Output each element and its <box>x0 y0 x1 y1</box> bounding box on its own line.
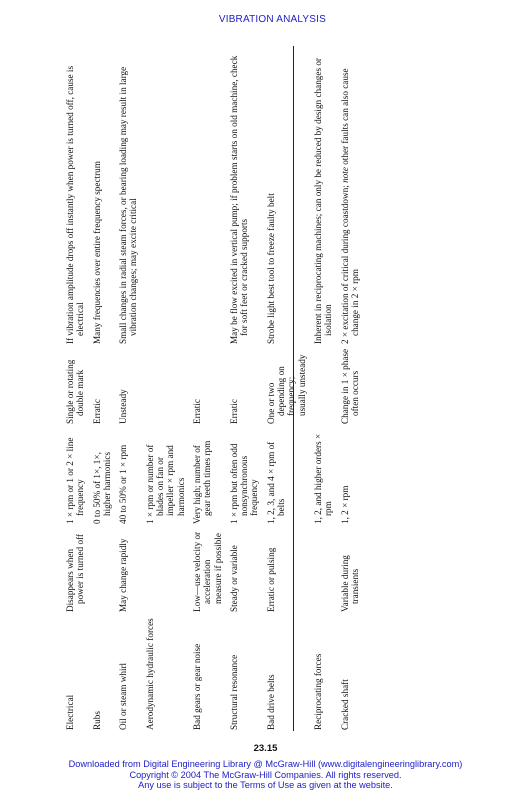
phase-cell: Erratic <box>228 399 239 424</box>
remarks-emphasis: note <box>339 167 350 183</box>
remarks-cell: Many frequencies over entire frequency spectrum <box>91 161 102 344</box>
remarks-cell <box>145 45 192 344</box>
remarks-cell: Strobe light best tool to freeze faulty belt <box>265 193 276 344</box>
footer-line: Downloaded from Digital Engineering Library @ McGraw-Hill (www.digitalengineeringlibrary.com) <box>68 759 463 769</box>
frequency-cell: 40 to 50% or 1 × rpm <box>118 444 129 524</box>
cause-cell: Cracked shaft <box>339 679 350 730</box>
table-row <box>118 45 145 730</box>
phase-cell <box>313 344 340 424</box>
phase-cell: Unsteady <box>118 389 129 424</box>
table-row <box>65 45 92 730</box>
table-row <box>192 45 229 730</box>
footer-line: Any use is subject to the Terms of Use as given at the website. <box>138 780 393 791</box>
effect-cell: Variable during transients <box>339 555 360 612</box>
phase-cell <box>145 344 192 424</box>
remarks-text: 2 × excitation of critical during coastdown; <box>339 182 350 344</box>
remarks-cell <box>340 45 367 344</box>
phase-cell: Change in 1 × phase often occurs <box>339 348 360 424</box>
table-row <box>340 45 367 730</box>
frequency-cell: 0 to 50% of 1×, 1×, higher harmonics <box>91 451 112 524</box>
phase-cell: Erratic <box>91 399 102 424</box>
remarks-text: other faults can also cause change in 2 × rpm <box>339 68 360 336</box>
table-row <box>229 45 266 730</box>
table-row <box>313 45 340 730</box>
cause-cell: Electrical <box>65 694 75 730</box>
phase-cell: One or two depending on frequency; usually unsteady <box>265 354 307 424</box>
rotated-table-container <box>65 45 360 730</box>
cause-cell: Reciprocating forces <box>312 653 323 730</box>
download-footer <box>0 759 531 791</box>
remarks-cell: Small changes in radial steam forces, or bearing loading may result in large vibration changes; may excite critical <box>118 66 139 344</box>
phase-cell: Erratic <box>191 399 202 424</box>
table-row <box>145 45 192 730</box>
remarks-cell: May be flow excited in vertical pump; if problem starts on old machine, check for soft feet or cracked supports <box>228 55 250 344</box>
effect-cell: Disappears when power is turned off <box>65 534 86 612</box>
effect-cell: Low—use velocity or acceleration measure if possible <box>191 531 223 612</box>
cause-cell: Structural resonance <box>228 654 239 730</box>
remarks-cell: If vibration amplitude drops off instantly when power is turned off, cause is electrical <box>65 65 86 344</box>
effect-cell <box>92 524 119 612</box>
running-header: VIBRATION ANALYSIS <box>218 14 326 25</box>
cause-cell: Rubs <box>91 711 102 730</box>
remarks-cell: Inherent in reciprocating machines; can only be reduced by design changes or isolation <box>312 58 334 344</box>
frequency-cell: 1, 2, and higher orders × rpm <box>312 433 334 524</box>
frequency-cell: 1 × rpm or number of blades on fan or impeller × rpm and harmonics <box>144 444 186 524</box>
frequency-cell: 1, 2, 3, and 4 × rpm of belts <box>265 441 287 524</box>
frequency-cell: 1 × rpm or 1 or 2 × line frequency <box>65 437 86 524</box>
cause-cell: Bad drive belts <box>265 674 276 730</box>
table-row <box>266 45 313 730</box>
phase-cell: Single or rotating double mark <box>65 359 86 424</box>
effect-cell <box>313 524 340 612</box>
vibration-causes-table <box>65 45 366 730</box>
page-number: 23.15 <box>253 743 278 754</box>
cause-cell: Oil or steam whirl <box>118 662 129 730</box>
effect-cell: Steady or variable <box>228 545 239 612</box>
table-bottom-rule <box>293 46 294 731</box>
effect-cell <box>145 524 192 612</box>
cause-cell: Bad gears or gear noise <box>191 643 202 730</box>
frequency-cell: Very high; number of gear teeth times rpm <box>191 440 213 524</box>
table-row <box>92 45 119 730</box>
frequency-cell: 1 × rpm but often odd nonsynchronous frequency <box>228 443 260 524</box>
frequency-cell: 1, 2 × rpm <box>339 485 350 524</box>
effect-cell: May change rapidly <box>118 538 129 612</box>
effect-cell: Erratic or pulsing <box>265 547 276 612</box>
cause-cell: Aerodynamic hydraulic forces <box>144 618 155 730</box>
footer-line: Copyright © 2004 The McGraw-Hill Companies. All rights reserved. <box>129 769 402 780</box>
remarks-cell <box>192 45 229 344</box>
